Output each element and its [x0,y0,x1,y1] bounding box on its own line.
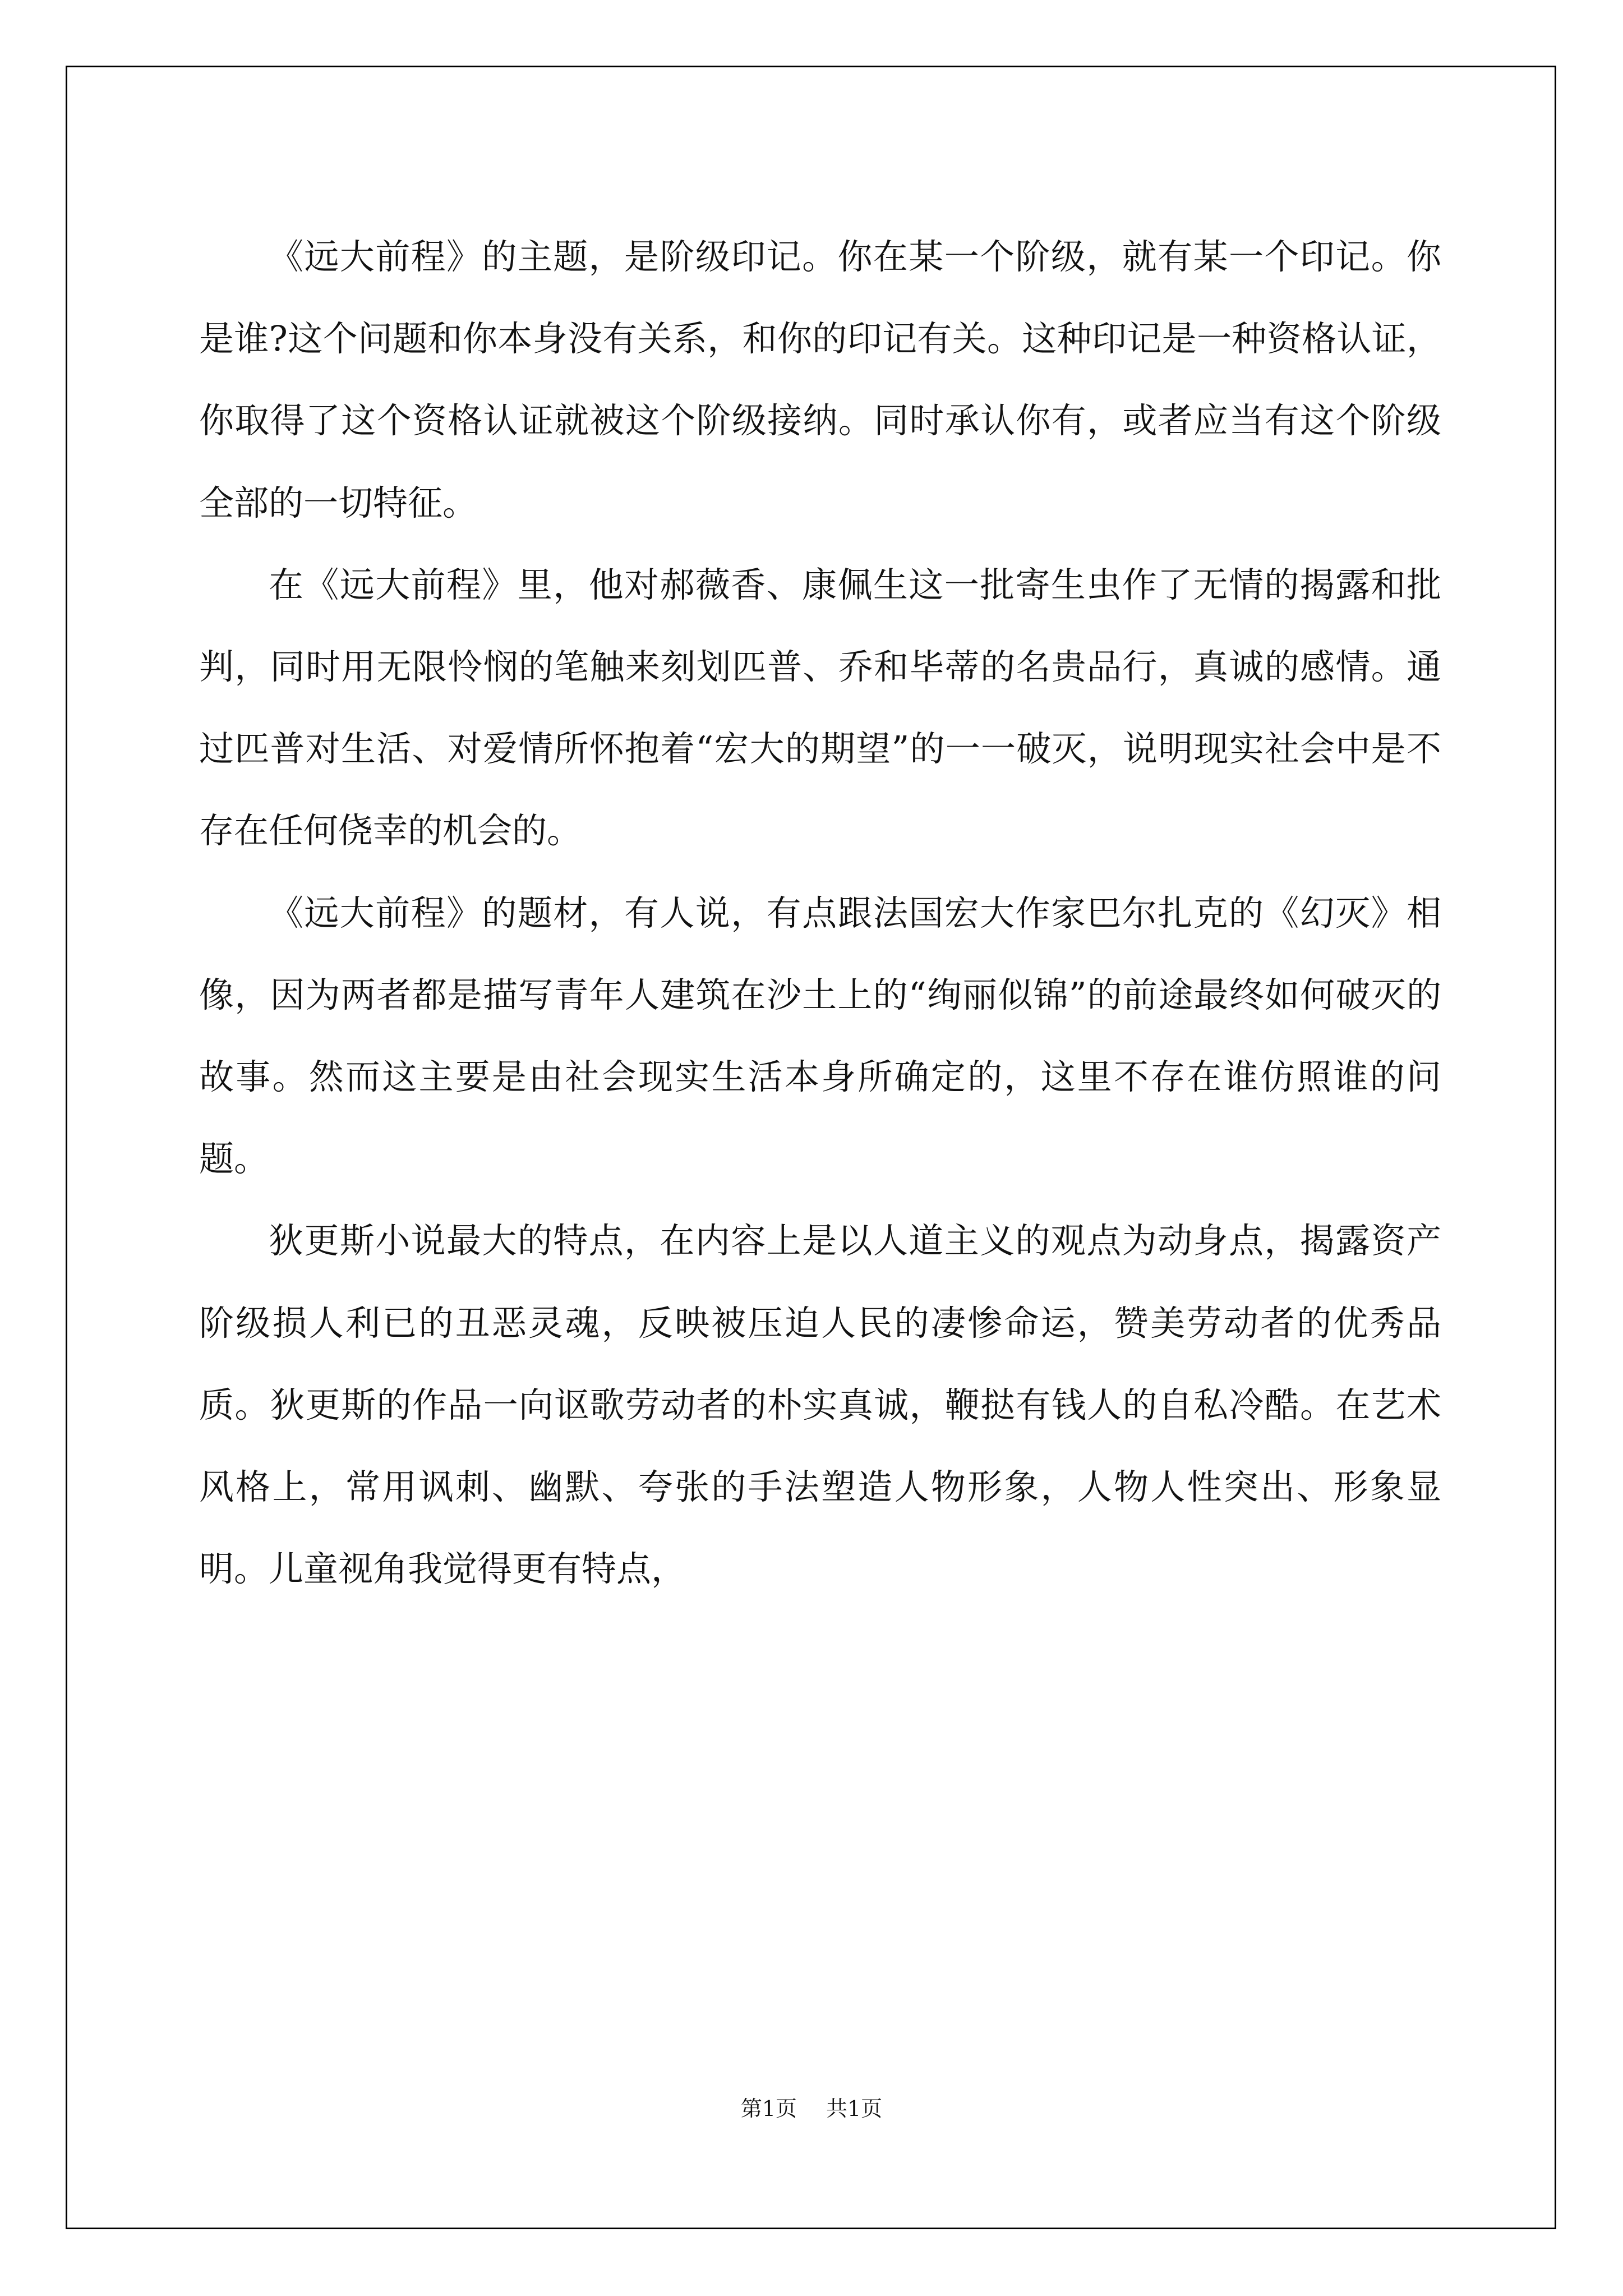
page-number: 第1页 [740,2096,797,2121]
page-total: 共1页 [826,2096,883,2121]
paragraph-4: 狄更斯小说最大的特点，在内容上是以人道主义的观点为动身点，揭露资产阶级损人利已的丑恶灵魂，反映被压迫人民的凄惨命运，赞美劳动者的优秀品质。狄更斯的作品一向讴歌劳动者的朴实真诚，鞭挞有钱人的自私冷酷。在艺术风格上，常用讽刺、幽默、夸张的手法塑造人物形象，人物人性突出、形象显明。儿童视角我觉得更有特点， [199,1220,1441,1590]
paragraph-2: 在《远大前程》里，他对郝薇香、康佩生这一批寄生虫作了无情的揭露和批判，同时用无限怜悯的笔触来刻划匹普、乔和毕蒂的名贵品行，真诚的感情。通过匹普对生活、对爱情所怀抱着“宏大的期望”的一一破灭，说明现实社会中是不存在任何侥幸的机会的。 [199,564,1441,852]
page-footer [0,2091,1623,2122]
document-body [199,216,1441,1610]
paragraph-3: 《远大前程》的题材，有人说，有点跟法国宏大作家巴尔扎克的《幻灭》相像，因为两者都是描写青年人建筑在沙土上的“绚丽似锦”的前途最终如何破灭的故事。然而这主要是由社会现实生活本身所确定的，这里不存在谁仿照谁的问题。 [199,892,1441,1180]
paragraph-1: 《远大前程》的主题，是阶级印记。你在某一个阶级，就有某一个印记。你是谁?这个问题和你本身没有关系，和你的印记有关。这种印记是一种资格认证，你取得了这个资格认证就被这个阶级接纳。同时承认你有，或者应当有这个阶级全部的一切特征。 [199,236,1441,523]
